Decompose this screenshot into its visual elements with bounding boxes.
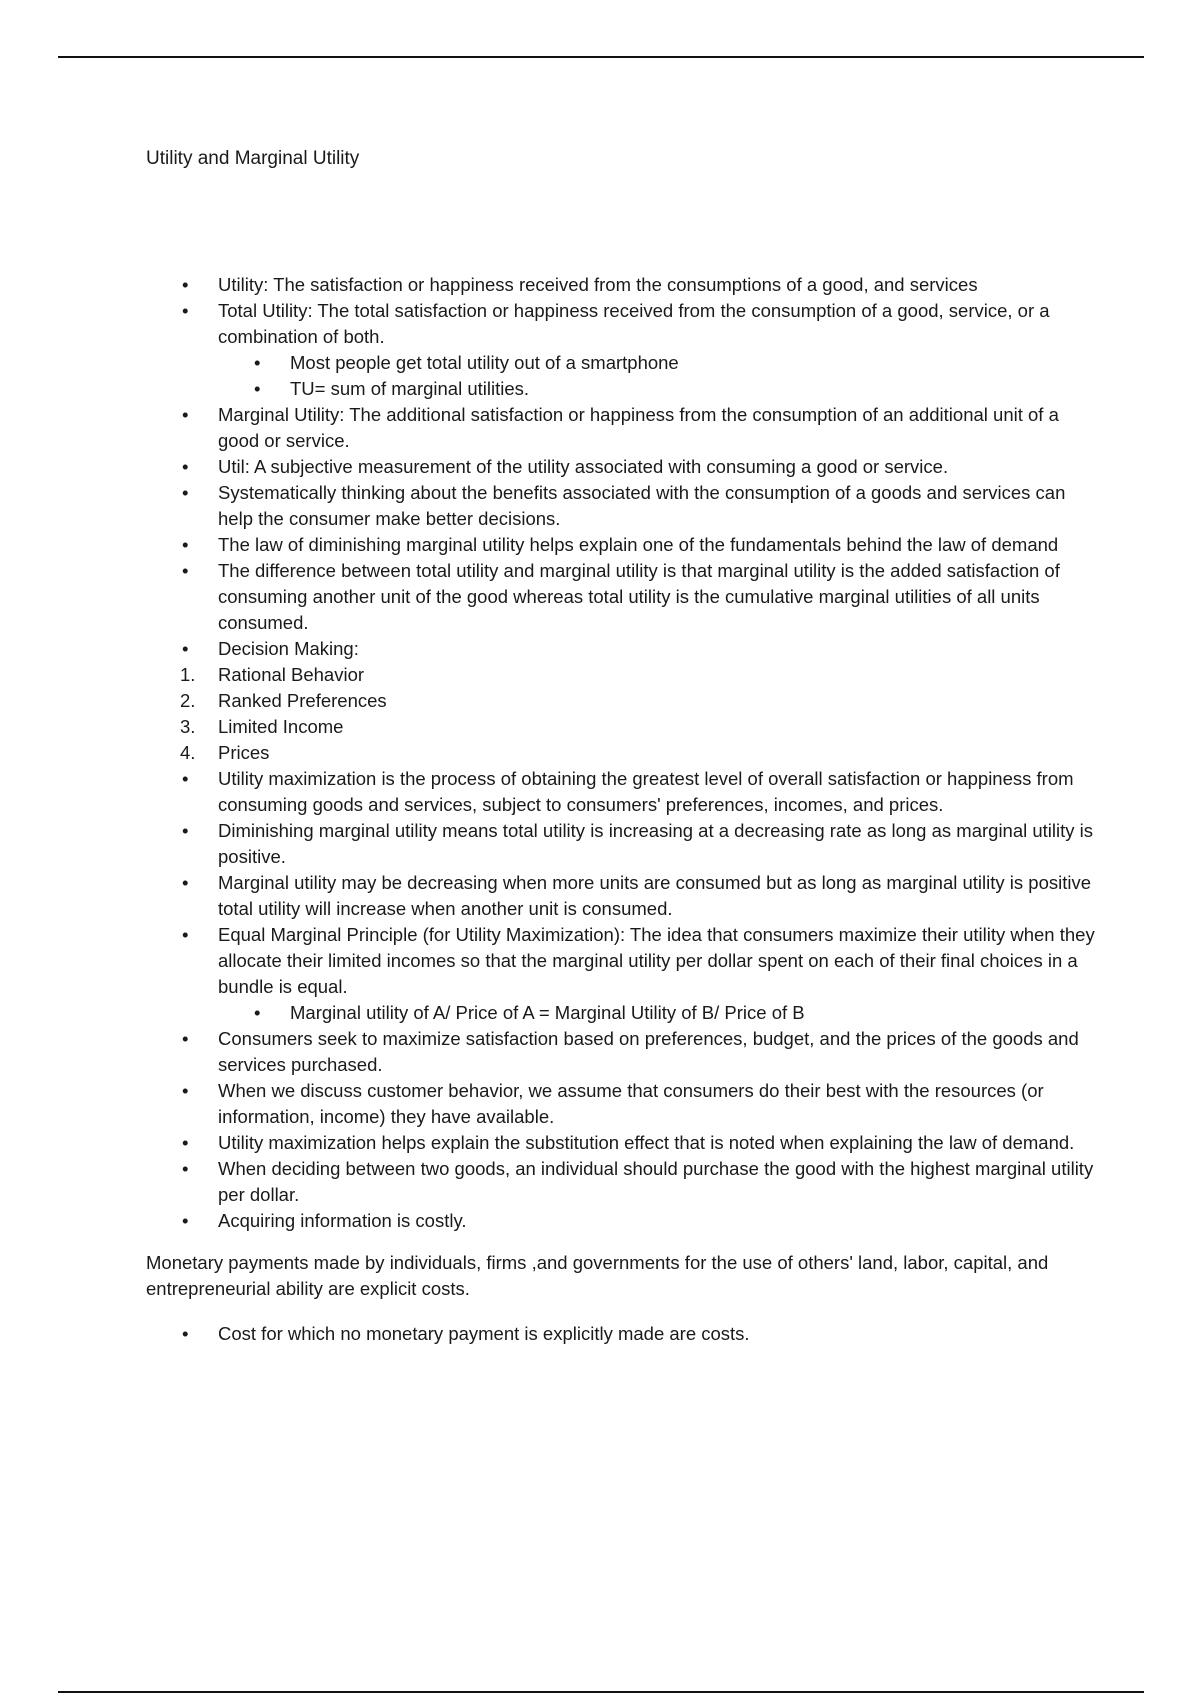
list-item: • Consumers seek to maximize satisfaction based on preferences, budget, and the prices of the goods and services purchased.	[146, 1026, 1096, 1078]
list-item: • When we discuss customer behavior, we assume that consumers do their best with the resources (or information, income) they have available.	[146, 1078, 1096, 1130]
bullet-list	[146, 272, 1096, 350]
list-item: • Systematically thinking about the benefits associated with the consumption of a goods and services can help the consumer make better decisions.	[146, 480, 1096, 532]
item-number: 3.	[180, 716, 196, 737]
sub-list-item: • Most people get total utility out of a smartphone	[146, 350, 1096, 376]
page-title: Utility and Marginal Utility	[146, 148, 360, 169]
list-item: • Decision Making:	[146, 636, 1096, 662]
numbered-list	[146, 662, 1096, 766]
list-item: • When deciding between two goods, an individual should purchase the good with the highest marginal utility per dollar.	[146, 1156, 1096, 1208]
list-item: • Marginal Utility: The additional satisfaction or happiness from the consumption of an additional unit of a good or service.	[146, 402, 1096, 454]
explicit-costs-paragraph: Monetary payments made by individuals, firms ,and governments for the use of others' land, labor, capital, and entrepreneurial ability are explicit costs.	[146, 1252, 1049, 1299]
item-number: 2.	[180, 690, 196, 711]
list-item: • Total Utility: The total satisfaction or happiness received from the consumption of a good, service, or a combination of both.	[146, 298, 1096, 350]
numbered-item	[146, 714, 1096, 740]
sub-list-item: • TU= sum of marginal utilities.	[146, 376, 1096, 402]
numbered-item	[146, 688, 1096, 714]
list-item: • Utility: The satisfaction or happiness received from the consumptions of a good, and services	[146, 272, 1096, 298]
item-number: 1.	[180, 664, 196, 685]
list-item: • Marginal utility may be decreasing when more units are consumed but as long as marginal utility is positive total utility will increase when another unit is consumed.	[146, 870, 1096, 922]
sub-list-item: • Marginal utility of A/ Price of A = Marginal Utility of B/ Price of B	[146, 1000, 1096, 1026]
sub-bullet-list	[146, 350, 1096, 402]
item-number: 4.	[180, 742, 196, 763]
numbered-item	[146, 740, 1096, 766]
list-item: • Equal Marginal Principle (for Utility Maximization): The idea that consumers maximize their utility when they allocate their limited incomes so that the marginal utility per dollar spent on each of their final choices in a bundle is equal.	[146, 922, 1096, 1000]
list-item: • Utility maximization is the process of obtaining the greatest level of overall satisfaction or happiness from consuming goods and services, subject to consumers' preferences, incomes, and prices.	[146, 766, 1096, 818]
item-text: Prices	[218, 742, 270, 763]
top-rule	[58, 56, 1144, 58]
item-text: Ranked Preferences	[218, 690, 387, 711]
bullet-list	[146, 766, 1096, 1000]
numbered-item	[146, 662, 1096, 688]
document-body	[146, 272, 1096, 1347]
bottom-rule	[58, 1691, 1144, 1693]
list-item: • The difference between total utility and marginal utility is that marginal utility is the added satisfaction of consuming another unit of the good whereas total utility is the cumulative marginal utilities of all units consumed.	[146, 558, 1096, 636]
list-item: • The law of diminishing marginal utility helps explain one of the fundamentals behind the law of demand	[146, 532, 1096, 558]
item-text: Rational Behavior	[218, 664, 365, 685]
item-text: Limited Income	[218, 716, 344, 737]
list-item: • Util: A subjective measurement of the utility associated with consuming a good or service.	[146, 454, 1096, 480]
list-item: • Diminishing marginal utility means total utility is increasing at a decreasing rate as long as marginal utility is positive.	[146, 818, 1096, 870]
list-item: • Utility maximization helps explain the substitution effect that is noted when explaining the law of demand.	[146, 1130, 1096, 1156]
list-item: • Acquiring information is costly.	[146, 1208, 1096, 1234]
bullet-list	[146, 1321, 1096, 1347]
sub-bullet-list	[146, 1000, 1096, 1026]
bullet-list	[146, 1026, 1096, 1234]
list-item: • Cost for which no monetary payment is explicitly made are costs.	[146, 1321, 1096, 1347]
bullet-list	[146, 402, 1096, 662]
